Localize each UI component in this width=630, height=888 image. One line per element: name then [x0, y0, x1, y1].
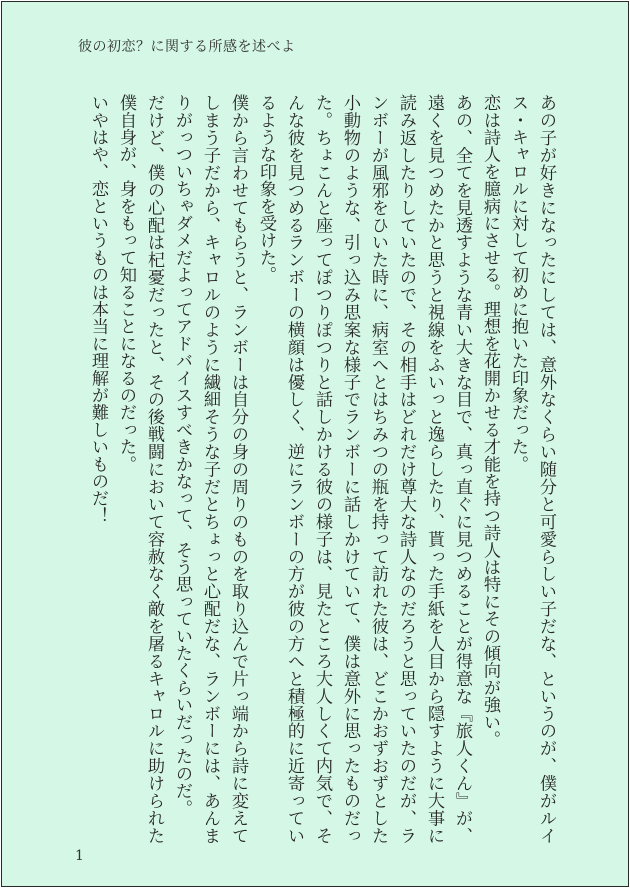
paragraph: あの、全てを見透すような青い大きな目で、真っ直ぐに見つめることが得意な『旅人くん』が、遠くを見つめたかと思うと視線をふいっと逸らしたり、貰った手紙を人目から隠すように大事に読み返したりしていたので、その相手はどれだけ尊大な詩人なのだろうと思っていたのだが、ランボーが風邪をひいた時に、病室へとはちみつの瓶を持って訪れた彼は、どこかおずおずとした小動物のような、引っ込み思案な様子でランボーに話しかけていて、僕は意外に思ったものだった。ちょこんと座ってぽつりぽつりと話しかける彼の様子は、見たところ大人しくて内気で、そんな彼を見つめるランボーの横顔は優しく、逆にランボーの方が彼の方へと積極的に近寄っているような印象を受けた。: [256, 94, 472, 844]
paragraph: いやはや、恋というものは本当に理解が難しいものだ！: [88, 94, 108, 524]
manuscript-page: [1, 1, 629, 887]
body-text: [70, 94, 560, 844]
page-number: 1: [75, 848, 84, 864]
paragraph: 僕から言わせてもらうと、ランボーは自分の身の周りのものを取り込んで片っ端から詩に変えてしまう子だから、キャロルのように繊細そうな子だとちょっと心配だな、ランボーには、あんまりがっついちゃダメだよってアドバイスすべきかなって、そう思っていたくらいだったのだ。: [172, 94, 248, 844]
paragraph: あの子が好きになったにしては、意外なくらい随分と可愛らしい子だな、というのが、僕がルイス・キャロルに対して初めに抱いた印象だった。: [508, 94, 556, 844]
paragraph: だけど、僕の心配は杞憂だったと、その後戦闘において容赦なく敵を屠るキャロルに助けられた僕自身が、身をもって知ることになるのだった。: [116, 94, 164, 844]
page-title: 彼の初恋？に関する所感を述べよ: [78, 39, 296, 55]
paragraph: 恋は詩人を臆病にさせる。理想を花開かせる才能を持つ詩人は特にその傾向が強い。: [480, 94, 500, 748]
